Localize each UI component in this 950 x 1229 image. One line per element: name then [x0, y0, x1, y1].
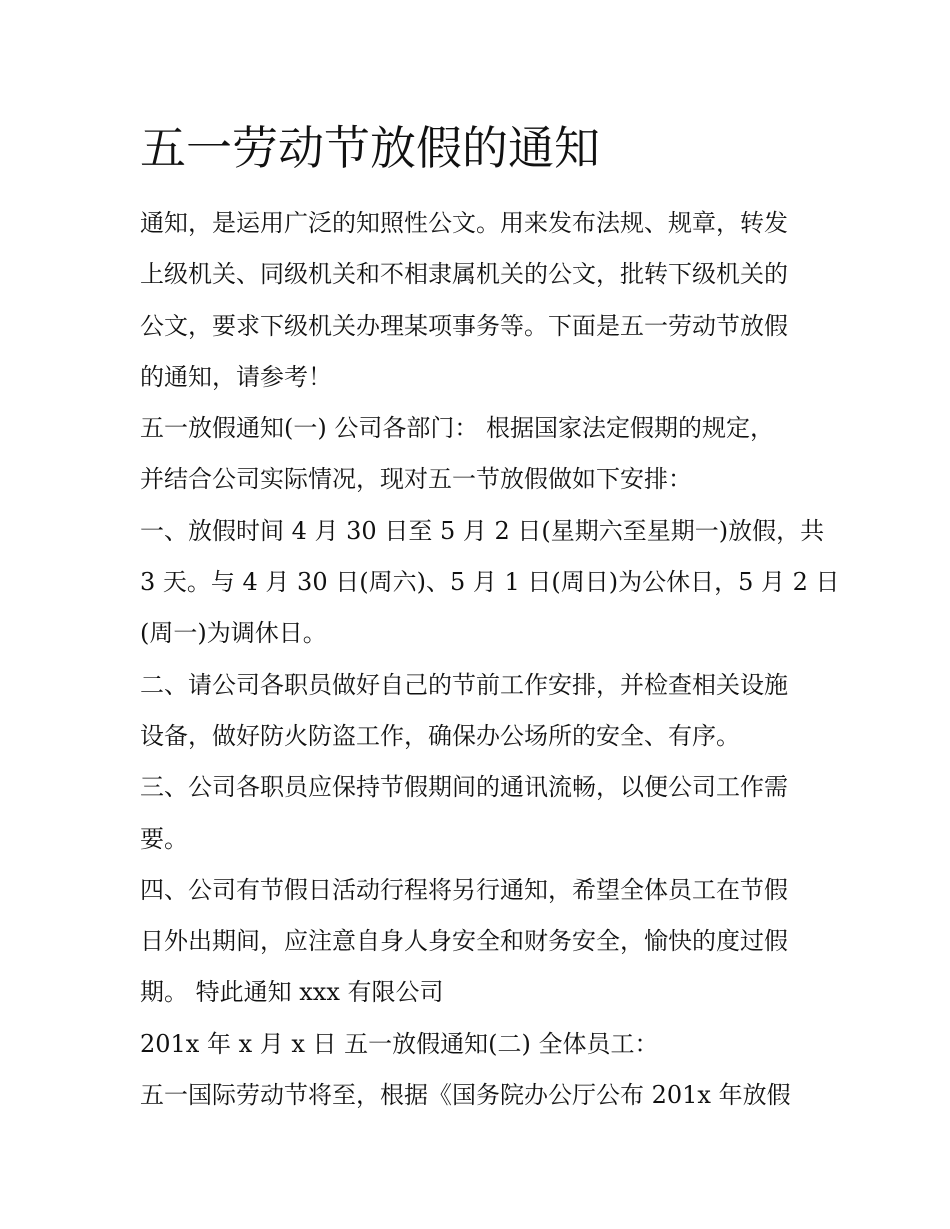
body-line: 三、公司各职员应保持节假期间的通讯流畅，以便公司工作需 [140, 773, 788, 802]
body-line: 二、请公司各职员做好自己的节前工作安排，并检查相关设施 [140, 670, 788, 699]
document-body [140, 198, 840, 1121]
body-line: 201x 年 x 月 x 日 五一放假通知(二) 全体员工： [140, 1029, 659, 1058]
body-line: 一、放假时间 4 月 30 日至 5 月 2 日(星期六至星期一)放假，共 [140, 516, 825, 545]
body-line: 四、公司有节假日活动行程将另行通知，希望全体员工在节假 [140, 875, 788, 904]
body-line: 并结合公司实际情况，现对五一节放假做如下安排： [140, 465, 692, 494]
body-line: 要。 [140, 824, 188, 853]
body-line: 设备，做好防火防盗工作，确保办公场所的安全、有序。 [140, 721, 740, 750]
body-line: 日外出期间，应注意自身人身安全和财务安全，愉快的度过假 [140, 927, 788, 956]
body-line: 上级机关、同级机关和不相隶属机关的公文，批转下级机关的 [140, 260, 788, 289]
document-title: 五一劳动节放假的通知 [140, 121, 600, 175]
body-line: 3 天。与 4 月 30 日(周六)、5 月 1 日(周日)为公休日，5 月 2 日 [140, 568, 840, 597]
body-line: 的通知，请参考！ [140, 362, 332, 391]
body-line: (周一)为调休日。 [140, 619, 327, 648]
body-line: 期。 特此通知 xxx 有限公司 [140, 978, 444, 1007]
body-line: 五一国际劳动节将至，根据《国务院办公厅公布 201x 年放假 [140, 1081, 791, 1110]
body-line: 通知，是运用广泛的知照性公文。用来发布法规、规章，转发 [140, 209, 788, 237]
body-line: 公文，要求下级机关办理某项事务等。下面是五一劳动节放假 [140, 311, 788, 340]
body-line: 五一放假通知(一) 公司各部门： 根据国家法定假期的规定， [140, 414, 774, 443]
